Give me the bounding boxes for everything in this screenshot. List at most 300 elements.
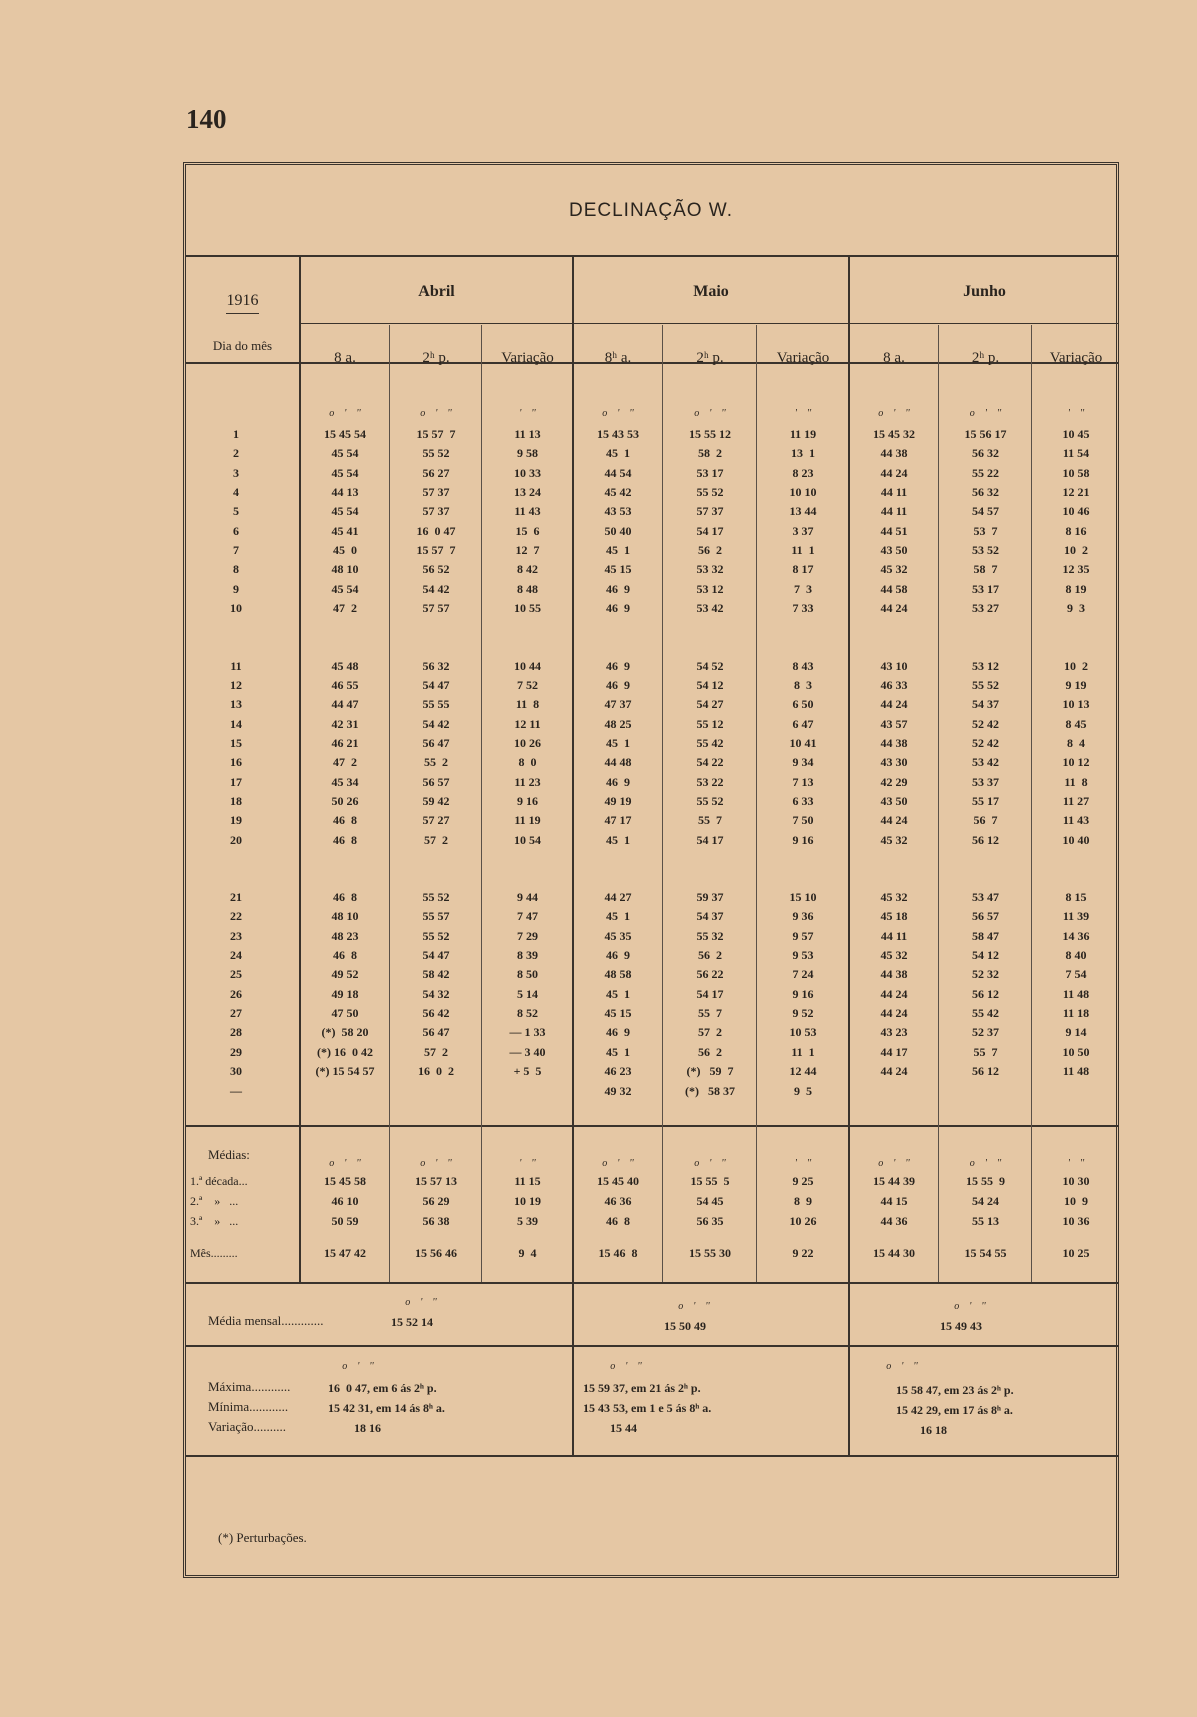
value-cell: 8 42: [517, 562, 538, 577]
day-cell: 1: [233, 427, 239, 441]
value-cell: 9 57: [792, 928, 814, 943]
value-cell: 46 8: [333, 948, 357, 963]
value-cell: 15 56 17: [964, 427, 1007, 441]
value-cell: 11 19: [789, 427, 817, 441]
value-cell: 44 24: [880, 465, 908, 480]
value-cell: 9 44: [517, 890, 538, 904]
value-cell: 57 37: [696, 504, 724, 519]
col-header: 2ʰ p.: [971, 350, 1000, 366]
value-cell: 44 48: [604, 755, 632, 770]
medias-label: Médias:: [208, 1147, 250, 1162]
value-cell: 49 18: [331, 986, 359, 1001]
value-cell: 9 22: [792, 1246, 814, 1260]
value-cell: 8 48: [517, 581, 538, 596]
unit-marker: ' '': [794, 1158, 812, 1169]
col-header: 8ʰ a.: [604, 350, 632, 366]
unit-marker: ' '': [1067, 408, 1085, 419]
value-cell: 7 54: [1065, 967, 1087, 982]
value-cell: 57 2: [424, 832, 448, 847]
value-cell: 46 9: [606, 774, 630, 789]
value-cell: 48 25: [604, 716, 632, 731]
medias-row: [186, 1194, 1116, 1213]
value-cell: 45 32: [880, 832, 908, 847]
value-cell: 15 55 9: [966, 1174, 1005, 1188]
value-cell: 45 1: [606, 735, 630, 750]
value-cell: 11 1: [791, 1044, 815, 1059]
value-cell: 8 15: [1065, 890, 1087, 904]
value-cell: 44 17: [880, 1044, 908, 1059]
col-header: 8 a.: [883, 350, 905, 366]
value-cell: 9 16: [792, 986, 814, 1001]
value-cell: 9 25: [792, 1174, 814, 1188]
value-cell: 54 42: [422, 716, 450, 731]
day-cell: 15: [230, 735, 242, 750]
unit-marker: o ' '': [329, 408, 361, 419]
value-cell: 8 19: [1065, 581, 1087, 596]
table-row: [186, 697, 1116, 716]
table-row: [186, 755, 1116, 774]
value-cell: 54 27: [696, 697, 724, 712]
junho-minima: 15 42 29, em 17 ás 8ʰ a.: [896, 1403, 1013, 1417]
value-cell: 11 48: [1062, 1064, 1090, 1079]
rule-above-mensal: [186, 1282, 1119, 1284]
value-cell: 44 54: [604, 465, 632, 480]
value-cell: 11 27: [1062, 793, 1090, 808]
value-cell: 15 47 42: [324, 1246, 366, 1260]
table-row: [186, 1084, 1116, 1103]
value-cell: 11 43: [1062, 813, 1090, 828]
value-cell: 55 42: [696, 735, 724, 750]
value-cell: 46 9: [606, 658, 630, 673]
value-cell: 44 24: [880, 1006, 908, 1021]
value-cell: 45 35: [604, 928, 632, 943]
value-cell: 44 15: [880, 1194, 908, 1208]
value-cell: 56 32: [422, 658, 450, 673]
value-cell: 55 7: [698, 1006, 722, 1021]
value-cell: 54 17: [696, 832, 724, 847]
value-cell: 15 43 53: [597, 427, 639, 441]
value-cell: 45 1: [606, 1044, 630, 1059]
value-cell: 46 8: [333, 832, 357, 847]
value-cell: 55 32: [696, 928, 724, 943]
unit-marker: ' '': [1067, 1158, 1085, 1169]
value-cell: 12 35: [1062, 562, 1090, 577]
value-cell: 11 54: [1062, 446, 1090, 461]
value-cell: 7 29: [517, 928, 538, 943]
value-cell: 9 16: [792, 832, 814, 847]
medias-row-label: 2.ª » ...: [190, 1194, 239, 1208]
value-cell: 54 22: [696, 755, 724, 770]
day-cell: 10: [230, 601, 242, 616]
value-cell: 10 46: [1062, 504, 1090, 519]
value-cell: 55 52: [422, 890, 450, 904]
value-cell: 58 7: [973, 562, 998, 577]
value-cell: 43 57: [880, 716, 908, 731]
value-cell: (*) 15 54 57: [315, 1064, 375, 1079]
value-cell: 56 38: [422, 1214, 450, 1228]
value-cell: 12 44: [789, 1064, 817, 1079]
table-row: [186, 736, 1116, 755]
value-cell: 49 32: [604, 1083, 632, 1098]
value-cell: — 3 40: [509, 1044, 546, 1059]
value-cell: 47 2: [333, 601, 357, 616]
value-cell: 55 12: [696, 716, 724, 731]
medias-row: [186, 1174, 1116, 1193]
value-cell: 10 54: [514, 832, 541, 847]
day-cell: 21: [230, 890, 242, 904]
value-cell: 9 16: [517, 793, 538, 808]
value-cell: 7 13: [792, 774, 814, 789]
rule-under-title: [186, 255, 1119, 257]
value-cell: 43 50: [880, 793, 908, 808]
value-cell: 10 19: [514, 1194, 541, 1208]
value-cell: 45 18: [880, 909, 908, 924]
day-cell: —: [230, 1083, 242, 1098]
medias-row: [186, 1246, 1116, 1265]
value-cell: 8 52: [517, 1006, 538, 1021]
value-cell: 10 36: [1062, 1214, 1090, 1228]
rule-below-extremes: [186, 1455, 1119, 1457]
value-cell: 42 29: [880, 774, 908, 789]
value-cell: 15 45 54: [324, 427, 366, 441]
value-cell: 10 2: [1064, 543, 1088, 558]
table-row: [186, 833, 1116, 852]
value-cell: 6 50: [792, 697, 814, 712]
value-cell: 47 37: [604, 697, 632, 712]
table-frame: [183, 162, 1119, 1578]
value-cell: 9 19: [1065, 677, 1087, 692]
day-cell: 11: [230, 658, 242, 673]
value-cell: 53 17: [696, 465, 724, 480]
value-cell: 44 24: [880, 697, 908, 712]
value-cell: 14 36: [1062, 928, 1090, 943]
value-cell: 45 42: [604, 485, 632, 500]
value-cell: 46 8: [606, 1214, 630, 1228]
maio-maxima: 15 59 37, em 21 ás 2ʰ p.: [583, 1381, 701, 1395]
table-row: [186, 562, 1116, 581]
value-cell: 46 8: [333, 813, 357, 828]
value-cell: 15 46 8: [598, 1246, 638, 1260]
value-cell: 49 19: [604, 793, 632, 808]
value-cell: 58 42: [422, 967, 450, 982]
value-cell: 8 4: [1067, 735, 1085, 750]
value-cell: 7 47: [517, 909, 538, 924]
value-cell: 54 47: [422, 948, 450, 963]
day-cell: 24: [230, 948, 242, 963]
value-cell: 55 7: [698, 813, 722, 828]
value-cell: 5 39: [517, 1214, 538, 1228]
value-cell: 45 1: [606, 543, 630, 558]
value-cell: 56 2: [698, 948, 722, 963]
maio-minima: 15 43 53, em 1 e 5 ás 8ʰ a.: [583, 1401, 712, 1415]
value-cell: 11 1: [791, 543, 815, 558]
value-cell: 54 12: [972, 948, 999, 963]
unit-marker: o ' '': [954, 1301, 986, 1312]
day-cell: 20: [230, 832, 242, 847]
value-cell: 56 35: [696, 1214, 724, 1228]
day-cell: 26: [230, 986, 242, 1001]
medias-row-label: Mês.........: [190, 1246, 238, 1260]
value-cell: 8 39: [517, 948, 538, 963]
value-cell: 8 17: [792, 562, 814, 577]
table-title: DECLINAÇÃO W.: [569, 200, 733, 221]
value-cell: 53 42: [696, 601, 724, 616]
value-cell: 57 27: [422, 813, 450, 828]
value-cell: 9 36: [792, 909, 814, 924]
value-cell: 9 4: [518, 1246, 537, 1260]
value-cell: 11 39: [1062, 909, 1090, 924]
value-cell: 44 38: [880, 735, 908, 750]
value-cell: 55 17: [972, 793, 999, 808]
unit-marker: o ' '': [878, 1158, 910, 1169]
value-cell: (*) 59 7: [686, 1064, 734, 1079]
value-cell: 55 13: [972, 1214, 999, 1228]
value-cell: 11 19: [514, 813, 541, 828]
unit-marker: o ' '': [969, 408, 1002, 419]
medias-row-label: 1.ª década...: [190, 1174, 248, 1188]
value-cell: 53 47: [972, 890, 999, 904]
value-cell: 44 38: [880, 967, 908, 982]
abril-minima: 15 42 31, em 14 ás 8ʰ a.: [328, 1401, 445, 1415]
value-cell: 7 24: [792, 967, 814, 982]
value-cell: 46 36: [604, 1194, 632, 1208]
footnote: (*) Perturbações.: [218, 1530, 307, 1545]
value-cell: 45 1: [606, 832, 630, 847]
table-row: [186, 446, 1116, 465]
unit-marker: o ' '': [878, 408, 910, 419]
value-cell: 45 41: [331, 523, 359, 538]
value-cell: 54 45: [696, 1194, 724, 1208]
value-cell: 45 54: [331, 446, 359, 461]
value-cell: 10 40: [1062, 832, 1090, 847]
day-cell: 9: [233, 581, 239, 596]
value-cell: 55 55: [422, 697, 450, 712]
month-junho: Junho: [963, 283, 1006, 300]
table-row: [186, 1045, 1116, 1064]
value-cell: 56 12: [972, 986, 999, 1001]
col-header: 8 a.: [334, 350, 356, 366]
value-cell: 46 55: [331, 677, 359, 692]
value-cell: 52 37: [972, 1025, 999, 1040]
medias-row-label: 3.ª » ...: [190, 1214, 239, 1228]
junho-variacao: 16 18: [920, 1423, 947, 1437]
value-cell: 55 2: [424, 755, 448, 770]
value-cell: 53 22: [696, 774, 724, 789]
day-cell: 4: [233, 485, 239, 500]
value-cell: 7 33: [792, 601, 814, 616]
table-row: [186, 909, 1116, 928]
value-cell: 55 52: [972, 677, 999, 692]
table-row: [186, 1006, 1116, 1025]
value-cell: 12 7: [515, 543, 540, 558]
unit-marker: o ' '': [602, 408, 634, 419]
table-row: [186, 948, 1116, 967]
value-cell: 45 1: [606, 446, 630, 461]
day-cell: 29: [230, 1044, 242, 1059]
value-cell: 46 9: [606, 677, 630, 692]
table-row: [186, 1064, 1116, 1083]
value-cell: 10 10: [789, 485, 817, 500]
value-cell: 10 13: [1062, 697, 1090, 712]
value-cell: 15 55 12: [689, 427, 731, 441]
col-header: Variação: [776, 350, 830, 366]
value-cell: 45 0: [333, 543, 357, 558]
value-cell: 54 24: [972, 1194, 999, 1208]
value-cell: 56 47: [422, 735, 450, 750]
value-cell: 42 31: [331, 716, 359, 731]
media-mensal-junho: 15 49 43: [940, 1319, 982, 1333]
value-cell: 15 10: [789, 890, 817, 904]
value-cell: 44 58: [880, 581, 908, 596]
value-cell: 59 37: [696, 890, 724, 904]
table-row: [186, 717, 1116, 736]
rule-sub-header: [301, 323, 1119, 324]
value-cell: 15 55 5: [690, 1174, 730, 1188]
value-cell: 44 24: [880, 601, 908, 616]
value-cell: 9 52: [792, 1006, 814, 1021]
value-cell: 55 7: [973, 1044, 998, 1059]
value-cell: + 5 5: [513, 1064, 542, 1079]
day-cell: 8: [233, 562, 239, 577]
value-cell: 13 1: [791, 446, 815, 461]
unit-marker: o ' '': [694, 408, 726, 419]
table-row: [186, 524, 1116, 543]
value-cell: 10 33: [514, 465, 541, 480]
value-cell: 55 52: [422, 928, 450, 943]
day-cell: 17: [230, 774, 242, 789]
value-cell: 54 17: [696, 986, 724, 1001]
value-cell: 43 23: [880, 1025, 908, 1040]
value-cell: 56 7: [973, 813, 998, 828]
value-cell: 8 40: [1065, 948, 1087, 963]
value-cell: 47 50: [331, 1006, 359, 1021]
table-row: [186, 582, 1116, 601]
value-cell: 10 26: [514, 735, 541, 750]
value-cell: 48 10: [331, 562, 359, 577]
value-cell: 57 2: [698, 1025, 722, 1040]
value-cell: 11 15: [514, 1174, 541, 1188]
value-cell: 46 9: [606, 1025, 630, 1040]
value-cell: 53 7: [973, 523, 998, 538]
value-cell: 58 47: [972, 928, 999, 943]
value-cell: 15 45 32: [873, 427, 915, 441]
value-cell: 55 52: [696, 793, 724, 808]
value-cell: 11 18: [1062, 1006, 1090, 1021]
value-cell: 11 43: [514, 504, 541, 519]
value-cell: 54 37: [972, 697, 999, 712]
value-cell: 15 45 40: [597, 1174, 639, 1188]
value-cell: 52 42: [972, 716, 999, 731]
value-cell: 57 37: [422, 504, 450, 519]
day-cell: 22: [230, 909, 242, 924]
value-cell: 10 26: [789, 1214, 817, 1228]
maxima-label: Máxima............: [208, 1379, 291, 1394]
day-cell: 28: [230, 1025, 242, 1040]
value-cell: 56 2: [698, 1044, 722, 1059]
value-cell: 45 32: [880, 948, 908, 963]
unit-marker: o ' '': [405, 1297, 437, 1308]
value-cell: 45 54: [331, 465, 359, 480]
value-cell: 8 43: [792, 658, 814, 673]
value-cell: 11 48: [1062, 986, 1090, 1001]
abril-maxima: 16 0 47, em 6 ás 2ʰ p.: [328, 1381, 437, 1395]
table-row: [186, 504, 1116, 523]
value-cell: 13 24: [514, 485, 541, 500]
value-cell: 46 8: [333, 890, 357, 904]
value-cell: 53 52: [972, 543, 999, 558]
value-cell: 13 44: [789, 504, 817, 519]
value-cell: 53 37: [972, 774, 999, 789]
value-cell: 53 32: [696, 562, 724, 577]
value-cell: 10 30: [1062, 1174, 1090, 1188]
unit-marker: o ' '': [420, 1158, 452, 1169]
value-cell: 11 8: [515, 697, 540, 712]
table-row: [186, 929, 1116, 948]
value-cell: 56 12: [972, 832, 999, 847]
table-row: [186, 967, 1116, 986]
table-row: [186, 466, 1116, 485]
value-cell: 43 53: [604, 504, 632, 519]
value-cell: 16 0 47: [416, 523, 456, 538]
value-cell: 10 58: [1062, 465, 1090, 480]
maio-variacao: 15 44: [610, 1421, 637, 1435]
value-cell: 15 55 30: [689, 1246, 731, 1260]
day-cell: 30: [230, 1064, 242, 1079]
value-cell: 56 47: [422, 1025, 450, 1040]
value-cell: 46 21: [331, 735, 359, 750]
value-cell: 10 12: [1062, 755, 1090, 770]
month-maio: Maio: [693, 283, 729, 300]
value-cell: 8 3: [794, 677, 812, 692]
value-cell: 44 24: [880, 813, 908, 828]
value-cell: 52 42: [972, 735, 999, 750]
value-cell: 10 25: [1062, 1246, 1090, 1260]
value-cell: 8 45: [1065, 716, 1087, 731]
value-cell: 53 27: [972, 601, 999, 616]
value-cell: 43 10: [880, 658, 908, 673]
value-cell: 55 22: [972, 465, 999, 480]
value-cell: 12 21: [1062, 485, 1090, 500]
value-cell: 56 52: [422, 562, 450, 577]
value-cell: 9 58: [517, 446, 538, 461]
table-row: [186, 427, 1116, 446]
month-abril: Abril: [418, 283, 455, 300]
value-cell: 7 3: [794, 581, 812, 596]
value-cell: 54 12: [696, 677, 724, 692]
value-cell: 8 50: [517, 967, 538, 982]
rule-above-extremes: [186, 1345, 1119, 1347]
table-row: [186, 794, 1116, 813]
unit-marker: o ' '': [678, 1301, 710, 1312]
value-cell: 10 55: [514, 601, 541, 616]
value-cell: 45 15: [604, 562, 632, 577]
value-cell: 10 2: [1064, 658, 1088, 673]
value-cell: 43 50: [880, 543, 908, 558]
value-cell: 8 9: [794, 1194, 812, 1208]
value-cell: 8 16: [1065, 523, 1087, 538]
rule-above-medias: [186, 1125, 1119, 1127]
value-cell: 55 42: [972, 1006, 999, 1021]
table-row: [186, 890, 1116, 909]
col-header: Variação: [1049, 350, 1103, 366]
value-cell: 45 48: [331, 658, 359, 673]
value-cell: 43 30: [880, 755, 908, 770]
minima-label: Mínima............: [208, 1399, 289, 1414]
value-cell: 11 13: [514, 427, 541, 441]
value-cell: 44 11: [880, 485, 908, 500]
value-cell: 48 10: [331, 909, 359, 924]
value-cell: 45 54: [331, 504, 359, 519]
